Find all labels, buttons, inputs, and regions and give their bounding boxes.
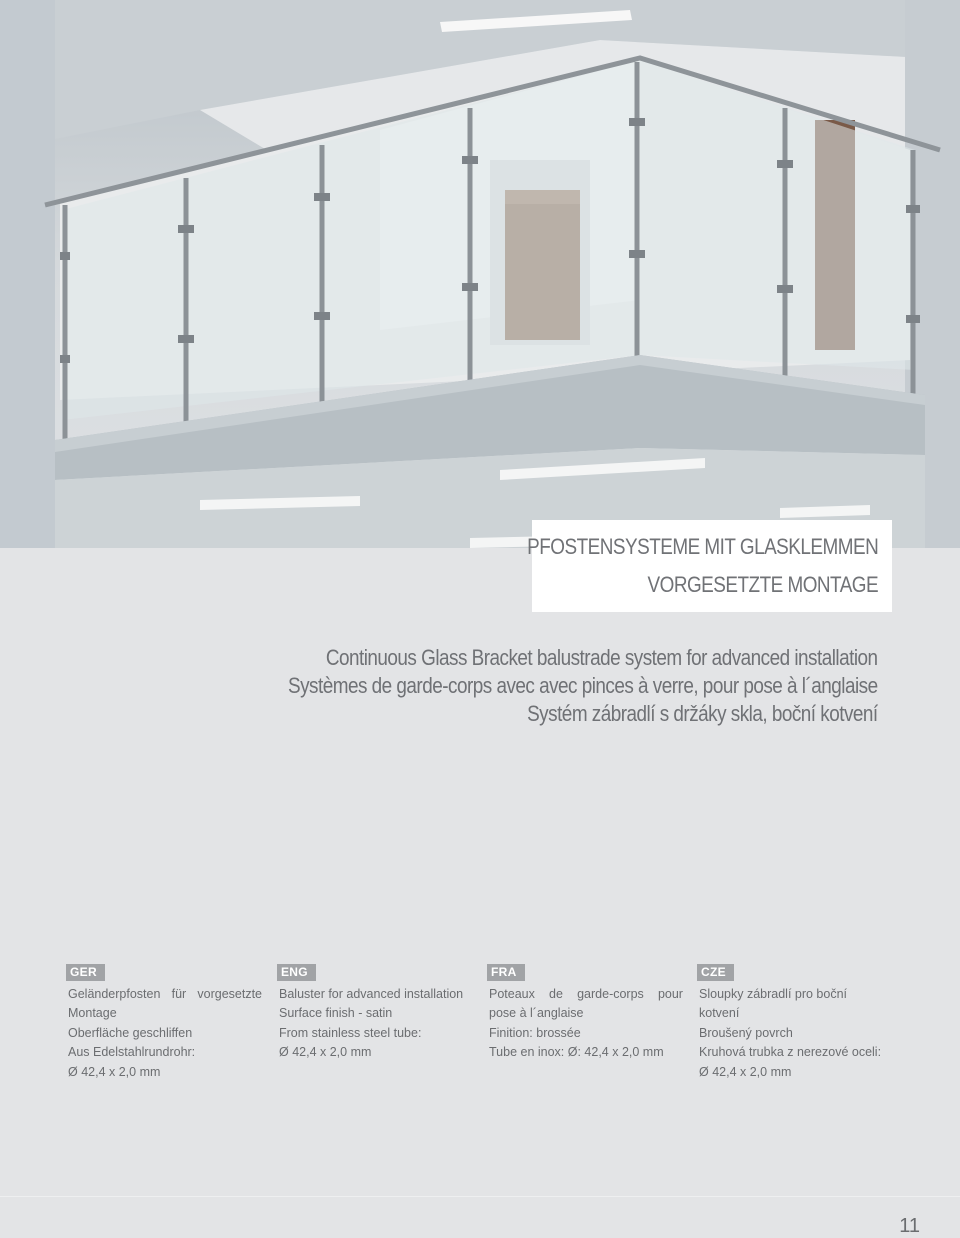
- column-eng: [279, 963, 473, 1063]
- eng-line: Ø 42,4 x 2,0 mm: [279, 1045, 372, 1060]
- eng-line: From stainless steel tube:: [279, 1025, 422, 1040]
- ger-line: Oberfläche geschliffen: [68, 1025, 193, 1040]
- ger-line: Aus Edelstahlrundrohr:: [68, 1045, 196, 1060]
- ger-line-1: [68, 985, 262, 1004]
- language-badge-ger: GER: [66, 964, 105, 981]
- language-badge-cze: CZE: [697, 964, 734, 981]
- fra-line: Finition: brossée: [489, 1025, 581, 1040]
- cze-line: Ø 42,4 x 2,0 mm: [699, 1064, 792, 1079]
- fra-line: Tube en inox: Ø: 42,4 x 2,0 mm: [489, 1045, 664, 1060]
- title-box: [526, 520, 892, 612]
- fra-word: garde-corps: [577, 987, 644, 1001]
- eng-line: Surface finish - satin: [279, 1006, 393, 1021]
- footer-divider: [0, 1196, 960, 1197]
- ger-word: für: [171, 987, 187, 1001]
- fra-line-1: [489, 985, 683, 1004]
- fra-line: pose à l´anglaise: [489, 1006, 584, 1021]
- fra-word: de: [549, 987, 563, 1001]
- title-line-1: PFOSTENSYSTEME MIT GLASKLEMMEN: [526, 534, 878, 559]
- cze-line: Broušený povrch: [699, 1025, 793, 1040]
- eng-line: Baluster for advanced installation: [279, 987, 464, 1001]
- ger-word: Geländerpfosten: [68, 987, 161, 1001]
- ger-word: vorgesetzte: [197, 987, 262, 1001]
- cze-line: Kruhová trubka z nerezové oceli:: [699, 1045, 882, 1060]
- balcony-product-photo: [0, 0, 960, 548]
- cze-line: Sloupky zábradlí pro boční: [699, 987, 848, 1001]
- column-ger: [68, 963, 262, 1082]
- page-number: 11: [899, 1215, 920, 1237]
- fra-word: Poteaux: [489, 987, 535, 1001]
- ger-line: Montage: [68, 1006, 117, 1021]
- balcony-illustration: [0, 0, 960, 548]
- subtitle-eng: Continuous Glass Bracket balustrade system for advanced installation: [326, 645, 878, 670]
- language-badge-fra: FRA: [487, 964, 525, 981]
- column-cze: [699, 963, 893, 1082]
- title-line-2: VORGESETZTE MONTAGE: [647, 572, 878, 597]
- ger-line: Ø 42,4 x 2,0 mm: [68, 1064, 161, 1079]
- column-fra: [489, 963, 683, 1063]
- subtitle-cze: Systém zábradlí s držáky skla, boční kotvení: [527, 701, 878, 726]
- subtitle-fra: Systèmes de garde-corps avec avec pinces à verre, pour pose à l´anglaise: [288, 673, 878, 698]
- language-badge-eng: ENG: [277, 964, 316, 981]
- fra-word: pour: [657, 987, 683, 1001]
- cze-line: kotvení: [699, 1006, 740, 1021]
